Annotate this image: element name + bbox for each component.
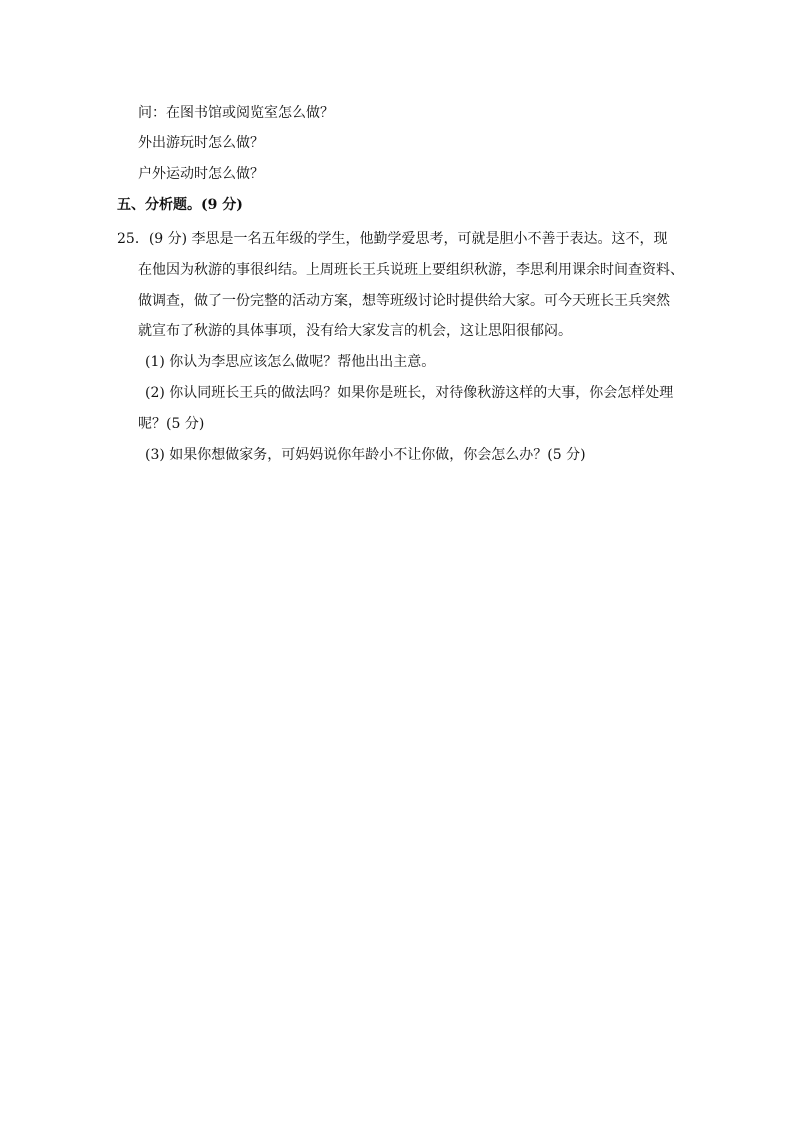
q25-sub-question-2-line-1: (2) 你认同班长王兵的做法吗？如果你是班长，对待像秋游这样的大事，你会怎样处理 bbox=[145, 385, 674, 401]
q25-line-4: 就宣布了秋游的具体事项，没有给大家发言的机会，这让思阳很郁闷。 bbox=[138, 323, 572, 339]
q25-line-1: 25．(9 分) 李思是一名五年级的学生，他勤学爱思考，可就是胆小不善于表达。这不，现 bbox=[117, 231, 668, 247]
q25-line-2: 在他因为秋游的事很纠结。上周班长王兵说班上要组织秋游，李思利用课余时间查资料、 bbox=[138, 262, 684, 278]
question-outing: 外出游玩时怎么做？ bbox=[138, 135, 264, 151]
question-outdoor: 户外运动时怎么做？ bbox=[138, 166, 264, 182]
section-heading: 五、分析题。(9 分) bbox=[117, 197, 243, 213]
question-library: 问：在图书馆或阅览室怎么做？ bbox=[138, 105, 334, 121]
q25-sub-question-3: (3) 如果你想做家务，可妈妈说你年龄小不让你做，你会怎么办？(5 分) bbox=[145, 447, 586, 463]
q25-line-3: 做调查，做了一份完整的活动方案，想等班级讨论时提供给大家。可今天班长王兵突然 bbox=[138, 293, 670, 309]
q25-sub-question-2-line-2: 呢？(5 分) bbox=[138, 416, 205, 432]
q25-sub-question-1: (1) 你认为李思应该怎么做呢？帮他出出主意。 bbox=[145, 354, 436, 370]
